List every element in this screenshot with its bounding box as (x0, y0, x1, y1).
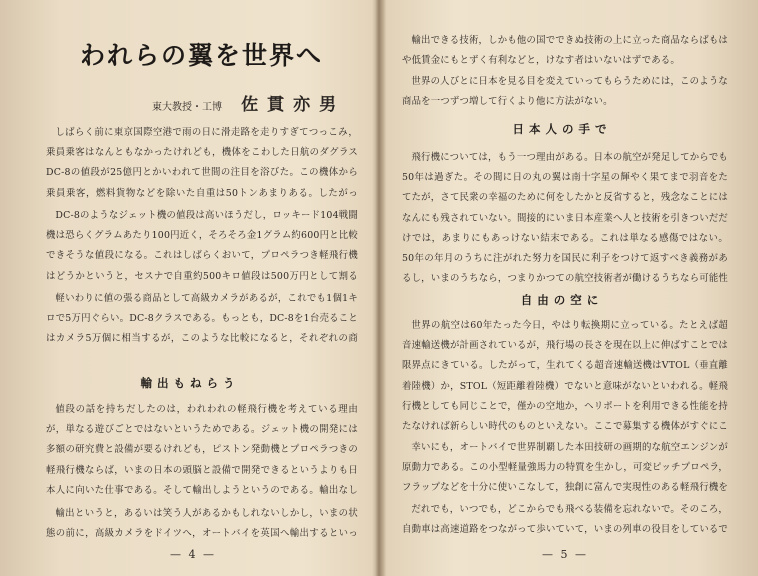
right-section2-paragraph-1: 世界の航空は60年たった今日，やはり転換期に立っている。たとえば超音速輸送機が計画されているが，飛行場の長さを現在以上に伸ばすことでは限界点にきている。したがって，生れてくる超音速輸送機はVTOL（垂直離着陸機）か，STOL（短距離着陸機）でないと意味がないといわれる。軽飛行機としても同じことで，僅かの空地か，ヘリポートを利用できる性能を持たなければ新らしい時代のものといえない。ここで募集する機体がすぐにこ (402, 320, 728, 433)
left-paragraph-3: 軽いわりに値の張る商品として高級カメラがあるが，これでも1個1キロで5万円ぐらい。DC-8クラスである。もっとも，DC-8を1台売ることはカメラ5万個に相当するが，このような比較になると，それぞれの商 (46, 293, 358, 345)
left-section-paragraph-1: 値段の話を持ちだしたのは，われわれの軽飛行機を考えている理由が，単なる遊びごとではないというためである。ジェット機の開発には多額の研究費と設備が要るけれども，ピストン発動機とプロペラつきの軽飛行機ならば，いまの日本の頭脳と設備で開発できるというよりも日本人に向いた仕事である。そして輸出しようというのである。輸出なし (46, 404, 358, 496)
right-page (382, 0, 758, 576)
left-paragraph-1: しばらく前に東京国際空港で雨の日に滑走路を走りすぎてつっこみ，乗員乗客はなんともなかったけれども，機体をこわした日航のダグラスDC-8の値段が25億円とかいわれて世間の注目を浴びた。この機体から乗員乗客，燃料貨物などを除いた自重は50トンあまりある。したがっ (46, 127, 358, 199)
left-page (0, 0, 376, 576)
section-heading-free-sky: 自由の空に (520, 293, 604, 307)
section-heading-export: 輸出もねらう (140, 376, 240, 390)
right-section1-paragraph-1: 飛行機については，もう一つ理由がある。日本の航空が発足してからでも50年は過ぎた。その間に日の丸の翼は南十字星の輝やく果てまで羽音をたてたが，さて民衆の幸福のために何をしたかと反省すると，残念なことにはなんにも残されていない。間接的にいま日本産業へ人と技術を引きついだだけでは，あまりにもあっけない結末である。これは単なる感傷ではない。50年の年月のうちに注がれた努力を国民に利子をつけて返すべき義務があるし，いまのうちなら，つまりかつての航空技術者が働けるうちなら可能性 (402, 152, 728, 285)
author-line (152, 90, 362, 115)
author-name: 佐貫亦男 (241, 95, 346, 115)
article-title: われらの翼を世界へ (80, 41, 324, 70)
page-number-right: — 5 — (542, 548, 588, 561)
section-heading-japanese-hands: 日本人の手で (512, 122, 612, 136)
right-section2-paragraph-2: 幸いにも，オートバイで世界制覇した本田技研の画期的な航空エンジンが原動力である。この小型軽量強馬力の特質を生かし，可変ピッチプロペラ，フラップなどを十分に使いこなして，独創に富んで実現性のある軽飛行機を (402, 442, 728, 494)
right-section2-paragraph-3: だれでも，いつでも，どこからでも飛べる装備を忘れないで。そのころ，自動車は高速道路をつながって歩いていて，いまの列車の役目をしているで (402, 504, 728, 536)
right-top-paragraph-1: 輸出できる技術，しかも他の国でできぬ技術の上に立った商品ならばもはや低賃金にもとずく有利などと，けなす者はいないはずである。 (402, 35, 728, 67)
left-paragraph-2: DC-8のようなジェット機の値段は高いほうだし，ロッキード104戦闘機は恐らくグラムあたり100円近く，そろそろ金1グラム約600円と比較できそうな値段になる。これはしばらくおいて，プロペラつき軽飛行機はどうかというと，セスナで自重約500キロ値段は500万円として割る (46, 210, 358, 282)
author-affiliation: 東大教授・工博 (152, 102, 222, 113)
right-top-paragraph-2: 世界の人びとに日本を見る目を変えていってもらうためには，このような商品を一つずつ増して行くより他に方法がない。 (402, 76, 728, 108)
page-number-left: — 4 — (170, 548, 216, 561)
left-section-paragraph-2: 輸出というと，あるいは笑う人があるかもしれないしかし，いまの状態の前に，高級カメラをドイツへ，オートバイを英国へ輸出するといっ (46, 508, 358, 540)
